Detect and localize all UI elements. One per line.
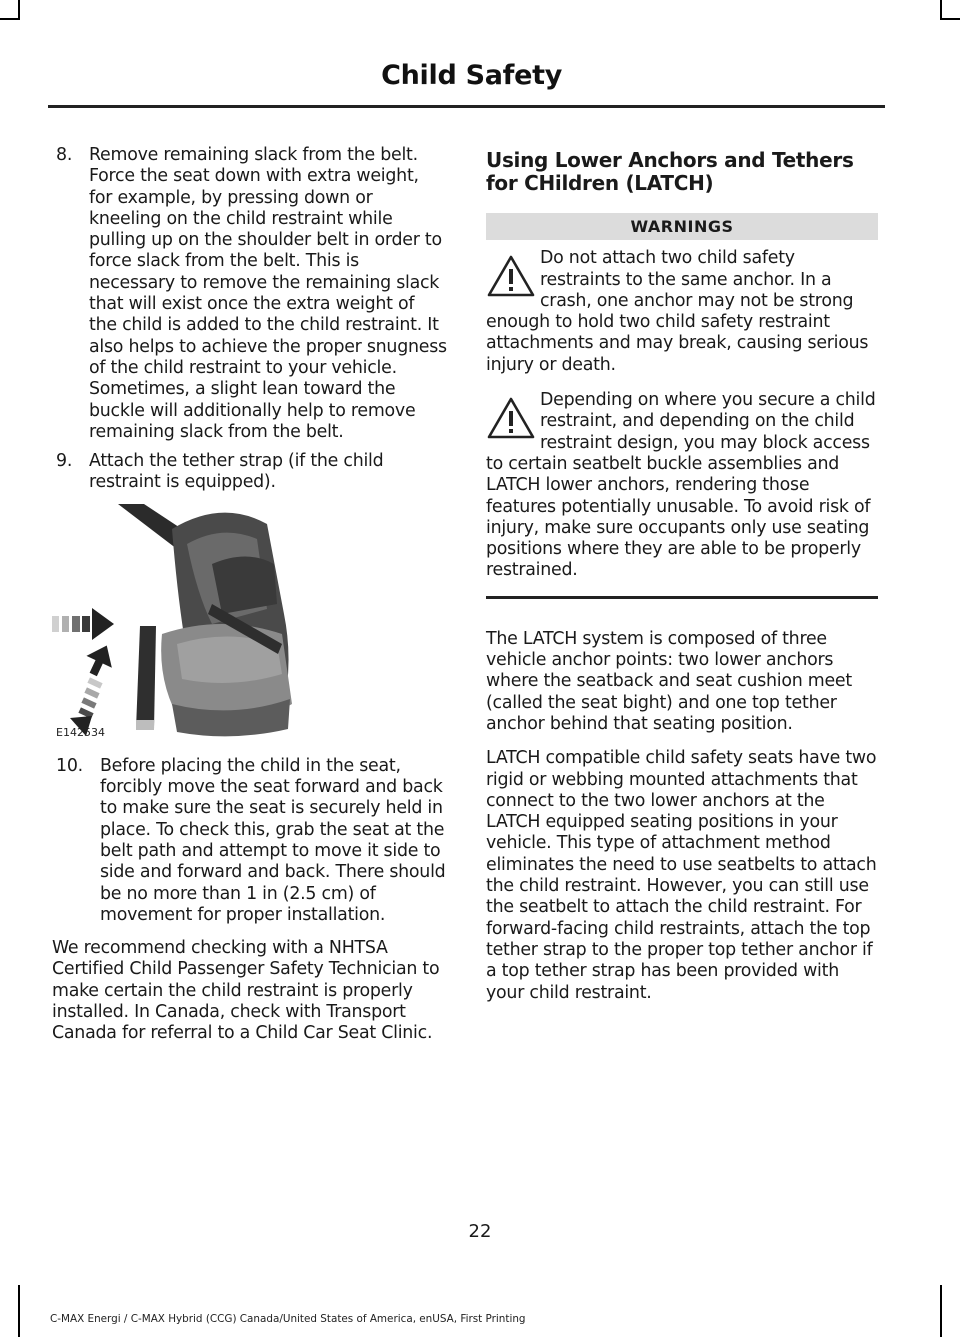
crop-mark bbox=[940, 1285, 942, 1337]
step-text: Before placing the child in the seat, forcibly move the seat forward and back to make sure the seat is securely held in place. To check this, grab the seat at the belt path and attempt to move it side to side and forward and back. There should be no more than 1 in (2.5 cm) of movement for proper installation. bbox=[100, 755, 446, 925]
crop-mark bbox=[0, 18, 20, 20]
footer-text: C-MAX Energi / C-MAX Hybrid (CCG) Canada/United States of America, enUSA, First Printing bbox=[50, 1313, 526, 1325]
step-number: 9. bbox=[56, 451, 73, 472]
step-number: 8. bbox=[56, 145, 73, 165]
figure-code: E142534 bbox=[56, 726, 105, 740]
section-heading: Using Lower Anchors and Tethers for CHildren (LATCH) bbox=[486, 148, 854, 195]
step-8 bbox=[52, 145, 447, 443]
body-paragraph: The LATCH system is composed of three vehicle anchor points: two lower anchors where the seatback and seat cushion meet (called the seat bight) and one top tether anchor behind that seating position. bbox=[486, 628, 852, 734]
warning-text: Do not attach two child safety restraints to the same anchor. In a crash, one anchor may not be strong enough to hold two child safety restraint attachments and may break, causing serious injury or death. bbox=[486, 248, 869, 375]
step-10 bbox=[52, 756, 447, 926]
crop-mark bbox=[18, 1285, 20, 1337]
left-column bbox=[52, 145, 447, 1058]
warnings-header: WARNINGS bbox=[486, 213, 878, 240]
child-seat-illustration bbox=[52, 504, 347, 744]
crop-mark bbox=[18, 0, 20, 20]
body-paragraph: LATCH compatible child safety seats have two rigid or webbing mounted attachments that connect to the two lower anchors at the LATCH equipped seating positions in your vehicle. This type of attachment method eliminates the need to use seatbelts to attach the child restraint. However, you can still use the seatbelt to attach the child restraint. For forward-facing child restraints, attach the top tether strap to the proper top tether anchor if a top tether strap has been provided with your child restraint. bbox=[486, 748, 877, 1003]
warning-triangle-icon bbox=[486, 396, 536, 440]
step-text: Remove remaining slack from the belt. Force the seat down with extra weight, for example, by pressing down or kneeling on the child restraint while pulling up on the shoulder belt in order to force slack from the belt. This is necessary to remove the remaining slack that will exist once the extra weight of the child is added to the child restraint. It also helps to achieve the proper snugness of the child restraint to your vehicle. Sometimes, a slight lean toward the buckle will additionally help to remove remaining slack from the belt. bbox=[89, 145, 447, 442]
warning-triangle-icon bbox=[486, 254, 536, 298]
warning-text: Depending on where you secure a child restraint, and depending on the child restraint design, you may block access to certain seatbelt buckle assemblies and LATCH lower anchors, rendering those features potentially unusable. To avoid risk of injury, make sure occupants only use seating positions where they are able to be properly restrained. bbox=[486, 390, 876, 581]
header-divider bbox=[48, 105, 885, 108]
body-paragraph: We recommend checking with a NHTSA Certified Child Passenger Safety Technician to make certain the child restraint is properly installed. In Canada, check with Transport Canada for referral to a Child Car Seat Clinic. bbox=[52, 938, 440, 1044]
warning-item bbox=[486, 390, 878, 582]
right-column bbox=[486, 145, 878, 1017]
crop-mark bbox=[940, 18, 960, 20]
step-text: Attach the tether strap (if the child restraint is equipped). bbox=[89, 451, 384, 493]
crop-mark bbox=[940, 0, 942, 20]
page-number: 22 bbox=[468, 1221, 492, 1242]
warnings-divider bbox=[486, 596, 878, 599]
warning-item bbox=[486, 248, 878, 376]
child-seat-drawing bbox=[52, 504, 347, 744]
page-title: Child Safety bbox=[381, 60, 562, 91]
step-9 bbox=[52, 451, 447, 494]
step-number: 10. bbox=[56, 755, 83, 776]
